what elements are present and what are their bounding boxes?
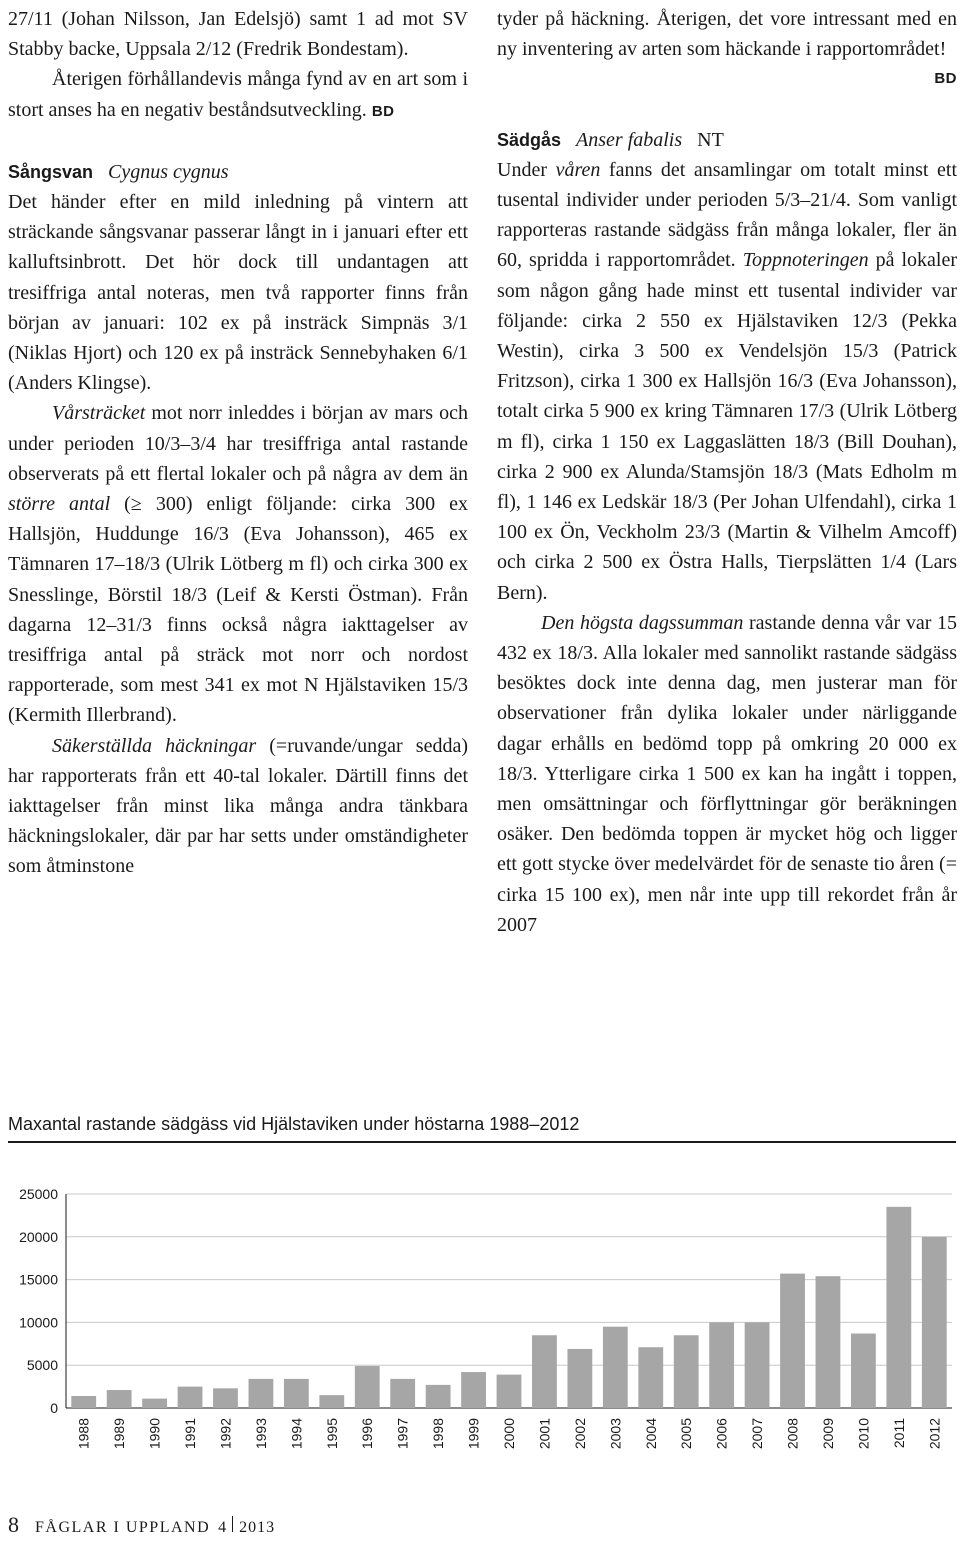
author-tag: BD [371, 102, 395, 120]
emphasis: Toppnoteringen [742, 249, 869, 272]
paragraph [497, 4, 957, 88]
bar [71, 1396, 96, 1408]
y-tick-label: 25000 [19, 1186, 58, 1202]
x-tick-label: 1988 [75, 1418, 92, 1450]
bar [922, 1237, 947, 1408]
x-tick-label: 1998 [430, 1418, 447, 1450]
x-tick-label: 2005 [678, 1418, 695, 1450]
x-tick-label: 1994 [288, 1418, 305, 1450]
paragraph [497, 608, 957, 940]
x-tick-label: 1993 [252, 1418, 269, 1450]
author-tag: BD [934, 70, 957, 88]
bar [461, 1372, 486, 1408]
x-tick-label: 2004 [642, 1418, 659, 1450]
y-tick-label: 5000 [26, 1357, 58, 1374]
paragraph [8, 731, 468, 882]
redlist-status: NT [697, 128, 724, 151]
chart-title-rule [8, 1141, 956, 1143]
bar [284, 1379, 309, 1408]
paragraph-text: Återigen förhållandevis många fynd av en art som i stort anses ha en negativ beståndsutveckling. [8, 68, 468, 121]
scientific-name: Cygnus cygnus [108, 160, 229, 183]
x-tick-label: 2012 [926, 1418, 943, 1450]
right-column [497, 4, 957, 940]
x-tick-label: 2006 [713, 1418, 730, 1450]
paragraph [8, 64, 468, 126]
bar [603, 1327, 628, 1408]
emphasis: större antal [8, 493, 111, 516]
chart-title: Maxantal rastande sädgäss vid Hjälstaviken under höstarna 1988–2012 [8, 1114, 580, 1134]
x-tick-label: 1995 [323, 1418, 340, 1450]
bar-chart [0, 1170, 960, 1470]
emphasis: våren [555, 158, 601, 181]
paragraph-text: (≥ 300) enligt följande: cirka 300 ex Hallsjön, Huddunge 16/3 (Eva Johansson), 465 ex Tämnaren 17–18/3 (Ulrik Lötberg m fl) och cirka 300 ex Snesslinge, Börstil 18/3 (Leif & Kersti Östman). Från dagarna 12–31/3 finns också några iakttagelser av tresiffriga antal på sträck mot norr och nordost rapporterade, som mest 341 ex mot N Hjälstaviken 15/3 (Kermith Illerbrand). [8, 493, 469, 727]
bar [886, 1207, 911, 1408]
bar [745, 1322, 770, 1408]
paragraph-text: rastande denna vår var 15 432 ex 18/3. Alla lokaler med sannolikt rastande sädgäss besöktes dock inte denna dag, men justerar man för observationer från dylika lokaler under närliggande dagar erhålls en bedömd topp på omkring 20 000 ex 18/3. Ytterligare cirka 1 500 ex kan ha ingått i toppen, men omsättningar och förflyttningar gör beräkningen osäker. Den bedömda toppen är mycket hög och ligger ett gott stycke över medelvärdet för de senaste tio åren (= cirka 15 100 ex), men når inte upp till rekordet från år 2007 [497, 611, 957, 936]
x-tick-label: 2007 [749, 1418, 766, 1450]
bar [674, 1335, 699, 1408]
x-tick-label: 2008 [784, 1418, 801, 1450]
x-tick-label: 2001 [536, 1418, 553, 1450]
bar [816, 1276, 841, 1408]
x-tick-label: 2003 [607, 1418, 624, 1450]
x-tick-label: 1990 [146, 1418, 163, 1450]
separator [232, 1516, 233, 1532]
species-heading [497, 125, 957, 155]
bar [567, 1349, 592, 1408]
paragraph-text: på lokaler som någon gång hade minst ett tusental individer var följande: cirka 2 550 ex Hjälstaviken 12/3 (Pekka Westin), cirka 3 500 ex Vendelsjön 15/3 (Patrick Fritzson), cirka 1 300 ex Hallsjön 16/3 (Eva Johansson), totalt cirka 5 900 ex kring Tämnaren 17/3 (Ulrik Lötberg m fl), cirka 1 150 ex Laggaslätten 18/3 (Bill Douhan), cirka 2 900 ex Alunda/Stamsjön 18/3 (Mats Edholm m fl), 1 146 ex Ledskär 18/3 (Per Johan Ulfendahl), cirka 1 100 ex Ön, Veckholm 23/3 (Martin & Vilhelm Amcoff) och cirka 2 500 ex Östra Halls, Tierpslätten 1/4 (Lars Bern). [497, 249, 958, 604]
paragraph [8, 398, 468, 730]
issue-number: 4 [218, 1519, 227, 1536]
y-tick-label: 20000 [19, 1228, 58, 1245]
bar [497, 1375, 522, 1408]
y-tick-label: 15000 [19, 1271, 58, 1288]
x-tick-label: 2000 [501, 1418, 517, 1450]
emphasis: Den högsta dagssumman [541, 611, 744, 634]
bar [107, 1390, 132, 1408]
x-tick-label: 1991 [182, 1418, 199, 1450]
paragraph-text: fanns det ansamlingar om totalt minst ett tusental individer under perioden 5/3–21/4. Som vanligt rapporteras rastande sädgäss från många lokaler, fler än 60, spridda i rapportområdet. [497, 158, 957, 272]
bar [709, 1322, 734, 1408]
x-tick-label: 2010 [855, 1418, 872, 1450]
y-tick-label: 10000 [19, 1314, 58, 1331]
emphasis: Vårsträcket [52, 402, 146, 425]
x-tick-label: 2009 [819, 1418, 836, 1450]
bar [355, 1366, 380, 1408]
bar [780, 1274, 805, 1408]
x-tick-label: 1996 [359, 1418, 376, 1450]
bar [851, 1334, 876, 1408]
species-name: Sädgås [497, 129, 562, 150]
paragraph-text: Under [497, 158, 556, 181]
x-tick-label: 1999 [465, 1418, 482, 1450]
emphasis: Säkerställda häckningar [52, 734, 257, 757]
bar [319, 1395, 344, 1408]
species-name: Sångsvan [8, 161, 94, 182]
bar [142, 1399, 167, 1408]
publication-year: 2013 [239, 1519, 276, 1536]
y-tick-label: 0 [50, 1400, 58, 1416]
x-tick-label: 2002 [571, 1418, 588, 1450]
x-tick-label: 1992 [217, 1418, 234, 1450]
x-tick-label: 2011 [890, 1418, 907, 1449]
scientific-name: Anser fabalis [576, 128, 683, 151]
page-number: 8 [8, 1512, 19, 1537]
paragraph-text: tyder på häckning. Återigen, det vore intressant med en ny inventering av arten som häckande i rapportområdet! [497, 8, 957, 61]
bar [213, 1388, 238, 1408]
bar [532, 1335, 557, 1408]
paragraph [497, 155, 957, 608]
paragraph: 27/11 (Johan Nilsson, Jan Edelsjö) samt 1 ad mot SV Stabby backe, Uppsala 2/12 (Fredrik Bondestam). [8, 8, 468, 61]
bar [638, 1347, 663, 1408]
x-tick-label: 1989 [111, 1418, 128, 1450]
left-column [8, 4, 468, 882]
bar [178, 1387, 203, 1408]
journal-name: FÅGLAR I UPPLAND [35, 1519, 211, 1536]
species-heading [8, 157, 468, 187]
paragraph: Det händer efter en mild inledning på vintern att sträckande sångsvanar passerar långt in i januari efter ett kalluftsinbrott. Det hör dock till undantagen att tresiffriga antal noteras, men två rapporter finns från början av januari: 102 ex på insträck Simpnäs 3/1 (Niklas Hjort) och 120 ex på insträck Sennebyhaken 6/1 (Anders Klingse). [8, 191, 468, 395]
paragraph-text: mot norr inleddes i början av mars och under perioden 10/3–3/4 har tresiffriga antal rastande observerats på ett flertal lokaler och på några av dem än [8, 402, 468, 485]
page-footer [8, 1512, 275, 1542]
bar [390, 1379, 415, 1408]
x-tick-label: 1997 [394, 1418, 411, 1450]
paragraph-text: (=ruvande/ungar sedda) har rapporterats från ett 40-tal lokaler. Därtill finns det iakttagelser från minst lika många andra tänkbara häckningslokaler, där par har setts under omständigheter som åtminstone [8, 734, 468, 878]
bar [249, 1379, 274, 1408]
bar [426, 1385, 451, 1408]
